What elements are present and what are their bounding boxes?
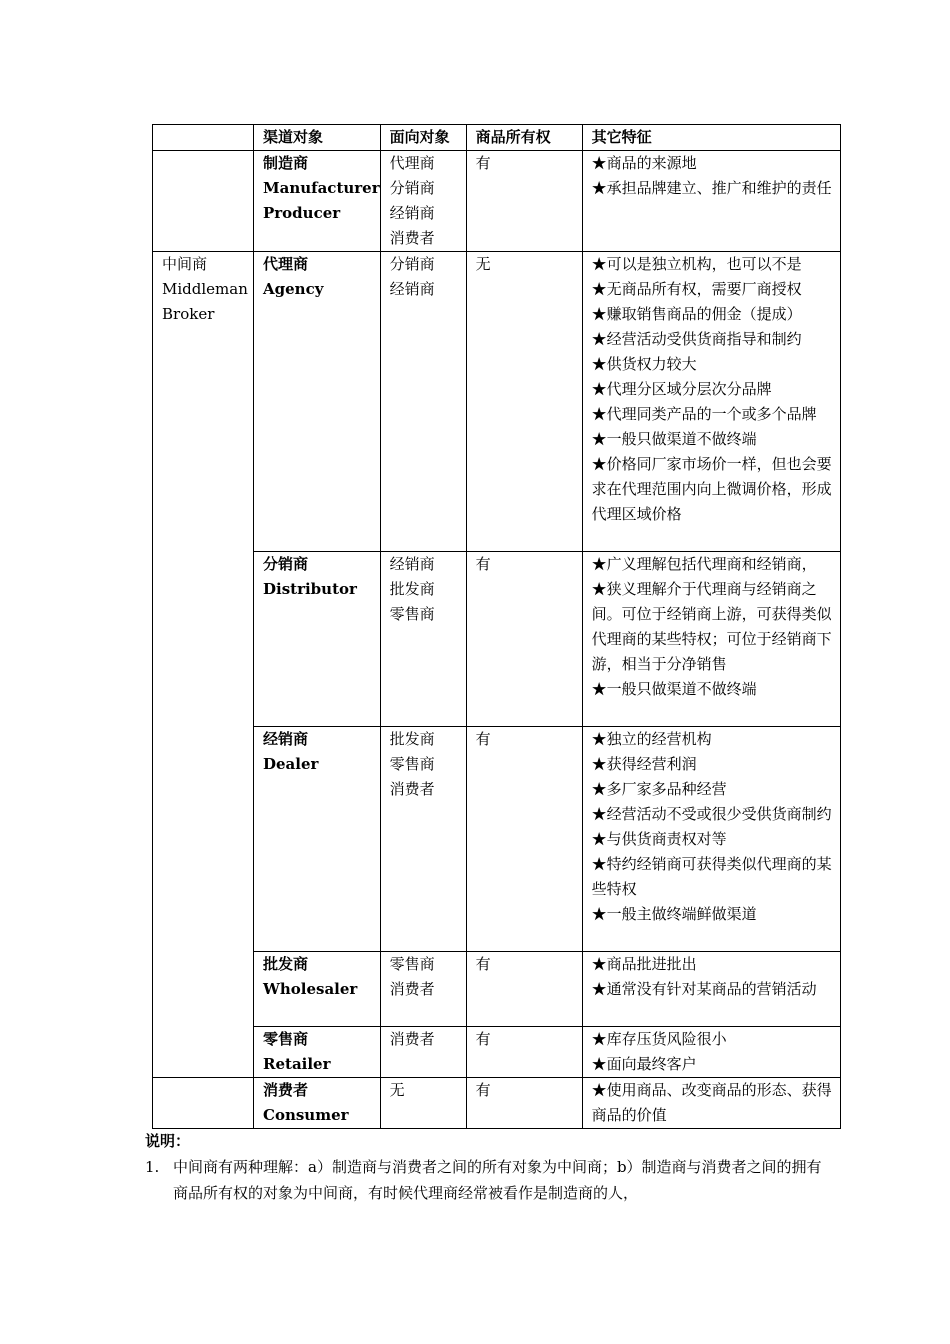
feature-item: ★狭义理解介于代理商与经销商之间。可位于经销商上游，可获得类似代理商的某些特权；可位于经销商下游，相当于分净销售 xyxy=(591,580,832,673)
target-item: 零售商 xyxy=(389,755,435,773)
channel-cell xyxy=(254,552,381,727)
target-item: 经销商 xyxy=(389,555,435,573)
feature-item: ★商品的来源地 xyxy=(591,154,697,172)
channel-name-en: Agency xyxy=(263,280,324,298)
header-target-object: 面向对象 xyxy=(380,125,466,151)
channel-cell xyxy=(254,1078,381,1129)
target-item: 批发商 xyxy=(389,580,435,598)
ownership-cell: 有 xyxy=(466,952,582,1027)
feature-item: ★多厂家多品种经营 xyxy=(591,780,727,798)
feature-item: ★与供货商责权对等 xyxy=(591,830,727,848)
group-cell-empty-top xyxy=(153,151,254,252)
channel-cell xyxy=(254,151,381,252)
channel-name-en: Dealer xyxy=(263,755,319,773)
target-item: 经销商 xyxy=(389,280,435,298)
note-item xyxy=(145,1154,835,1206)
feature-item: ★使用商品、改变商品的形态、获得商品的价值 xyxy=(591,1081,832,1124)
target-item: 经销商 xyxy=(389,204,435,222)
group-name-zh: 中间商 xyxy=(162,255,208,273)
table-row-agency xyxy=(153,252,841,552)
targets-cell xyxy=(380,552,466,727)
channel-name-zh: 经销商 xyxy=(263,730,309,748)
channel-name-zh: 批发商 xyxy=(263,955,309,973)
feature-item: ★经营活动不受或很少受供货商制约 xyxy=(591,805,832,823)
feature-item: ★可以是独立机构，也可以不是 xyxy=(591,255,802,273)
feature-item: ★价格同厂家市场价一样，但也会要求在代理范围内向上微调价格，形成代理区域价格 xyxy=(591,455,832,523)
header-row xyxy=(153,125,841,151)
target-item: 批发商 xyxy=(389,730,435,748)
target-item: 无 xyxy=(389,1081,405,1099)
channel-name-en: Wholesaler xyxy=(263,980,358,998)
channel-name-zh: 消费者 xyxy=(263,1081,309,1099)
table-row-distributor xyxy=(153,552,841,727)
ownership-cell: 有 xyxy=(466,1027,582,1078)
notes-section xyxy=(145,1128,835,1206)
feature-item: ★广义理解包括代理商和经销商， xyxy=(591,555,817,573)
feature-item: ★一般只做渠道不做终端 xyxy=(591,680,757,698)
header-channel-object: 渠道对象 xyxy=(254,125,381,151)
features-cell xyxy=(582,952,840,1027)
channel-name-zh: 代理商 xyxy=(263,255,309,273)
targets-cell xyxy=(380,151,466,252)
target-item: 消费者 xyxy=(389,229,435,247)
ownership-cell: 有 xyxy=(466,727,582,952)
channel-name-en: Manufacturer xyxy=(263,179,380,197)
feature-item: ★面向最终客户 xyxy=(591,1055,697,1073)
feature-item: ★商品批进批出 xyxy=(591,955,697,973)
features-cell xyxy=(582,252,840,552)
target-item: 消费者 xyxy=(389,980,435,998)
ownership-cell: 有 xyxy=(466,1078,582,1129)
channel-cell xyxy=(254,952,381,1027)
feature-item: ★代理分区域分层次分品牌 xyxy=(591,380,772,398)
note-number: 1. xyxy=(145,1158,160,1176)
targets-cell xyxy=(380,252,466,552)
table-row-consumer xyxy=(153,1078,841,1129)
feature-item: ★供货权力较大 xyxy=(591,355,697,373)
feature-item: ★一般主做终端鲜做渠道 xyxy=(591,905,757,923)
target-item: 分销商 xyxy=(389,179,435,197)
target-item: 零售商 xyxy=(389,955,435,973)
ownership-cell: 有 xyxy=(466,151,582,252)
channel-cell xyxy=(254,1027,381,1078)
feature-item: ★获得经营利润 xyxy=(591,755,697,773)
targets-cell xyxy=(380,1027,466,1078)
ownership-cell: 无 xyxy=(466,252,582,552)
channel-name-en: Producer xyxy=(263,204,341,222)
channel-name-zh: 制造商 xyxy=(263,154,309,172)
ownership-cell: 有 xyxy=(466,552,582,727)
header-other-features: 其它特征 xyxy=(582,125,840,151)
group-cell-middleman xyxy=(153,252,254,1078)
feature-item: ★库存压货风险很小 xyxy=(591,1030,727,1048)
group-name-en: Middleman xyxy=(162,280,248,298)
feature-item: ★代理同类产品的一个或多个品牌 xyxy=(591,405,817,423)
channel-cell xyxy=(254,727,381,952)
channel-name-en: Consumer xyxy=(263,1106,349,1124)
features-cell xyxy=(582,1027,840,1078)
channel-table xyxy=(152,124,841,1129)
feature-item: ★赚取销售商品的佣金（提成） xyxy=(591,305,802,323)
target-item: 代理商 xyxy=(389,154,435,172)
note-text: 中间商有两种理解：a）制造商与消费者之间的所有对象为中间商；b）制造商与消费者之间的拥有商品所有权的对象为中间商，有时候代理商经常被看作是制造商的人， xyxy=(173,1158,822,1202)
targets-cell xyxy=(380,727,466,952)
feature-item: ★无商品所有权，需要厂商授权 xyxy=(591,280,802,298)
table-row-dealer xyxy=(153,727,841,952)
table-row-wholesaler xyxy=(153,952,841,1027)
header-ownership: 商品所有权 xyxy=(466,125,582,151)
feature-item: ★承担品牌建立、推广和维护的责任 xyxy=(591,179,832,197)
channel-name-zh: 分销商 xyxy=(263,555,309,573)
channel-name-zh: 零售商 xyxy=(263,1030,309,1048)
feature-item: ★独立的经营机构 xyxy=(591,730,712,748)
target-item: 消费者 xyxy=(389,1030,435,1048)
notes-title: 说明： xyxy=(145,1132,191,1150)
channel-name-en: Retailer xyxy=(263,1055,331,1073)
targets-cell xyxy=(380,952,466,1027)
channel-cell xyxy=(254,252,381,552)
features-cell xyxy=(582,151,840,252)
channel-name-en: Distributor xyxy=(263,580,357,598)
target-item: 零售商 xyxy=(389,605,435,623)
header-empty xyxy=(153,125,254,151)
features-cell xyxy=(582,552,840,727)
target-item: 消费者 xyxy=(389,780,435,798)
table-row-retailer xyxy=(153,1027,841,1078)
feature-item: ★经营活动受供货商指导和制约 xyxy=(591,330,802,348)
features-cell xyxy=(582,727,840,952)
features-cell xyxy=(582,1078,840,1129)
group-name-en: Broker xyxy=(162,305,215,323)
feature-item: ★一般只做渠道不做终端 xyxy=(591,430,757,448)
table-row-manufacturer xyxy=(153,151,841,252)
group-cell-empty-bottom xyxy=(153,1078,254,1129)
feature-item: ★通常没有针对某商品的营销活动 xyxy=(591,980,817,998)
feature-item: ★特约经销商可获得类似代理商的某些特权 xyxy=(591,855,832,898)
targets-cell xyxy=(380,1078,466,1129)
target-item: 分销商 xyxy=(389,255,435,273)
